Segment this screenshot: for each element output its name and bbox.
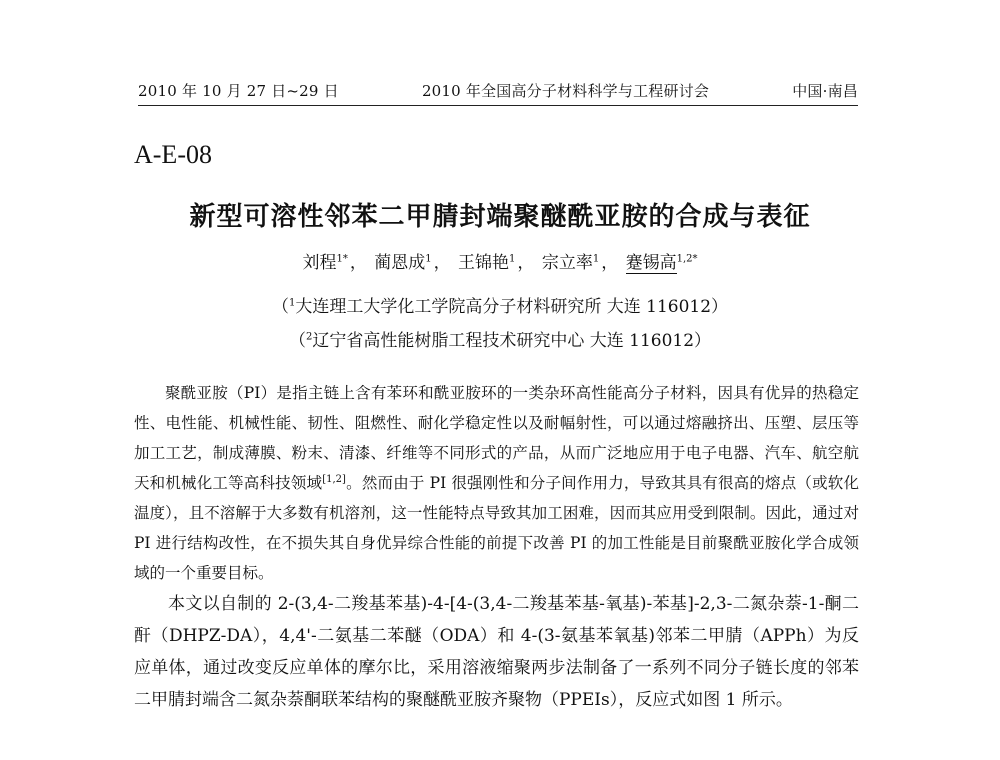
author-affiliation-mark: 1* bbox=[336, 253, 348, 265]
author-affiliation-mark: 1 bbox=[509, 253, 516, 265]
author-name: 王锦艳 bbox=[458, 253, 510, 273]
paper-title: 新型可溶性邻苯二甲腈封端聚醚酰亚胺的合成与表征 bbox=[189, 202, 811, 232]
author-affiliation-mark: 1,2* bbox=[676, 253, 698, 265]
header-date: 2010 年 10 月 27 日~29 日 bbox=[138, 82, 339, 100]
affiliation-text: 大连理工大学化工学院高分子材料研究所 大连 116012） bbox=[295, 297, 729, 317]
author-name: 刘程 bbox=[302, 253, 337, 273]
paragraph-text: 聚酰亚胺（PI）是指主链上含有苯环和酰亚胺环的一类杂环高性能高分子材料，因具有优异的热稳定性、电性能、机械性能、韧性、阻燃性、耐化学稳定性以及耐幅射性，可以通过熔融挤出、压塑、层压等加工工艺，制成薄膜、粉末、清漆、纤维等不同形式的产品，从而广泛地应用于电子电器、汽车、航空航天和机械化工等高科技领域 bbox=[134, 384, 859, 492]
paper-code: A-E-08 bbox=[134, 140, 212, 169]
author-separator: ， bbox=[349, 253, 367, 273]
header-conference: 2010 年全国高分子材料科学与工程研讨会 bbox=[421, 82, 710, 100]
affiliation-open-paren: （ bbox=[288, 331, 306, 351]
author-affiliation-mark: 1 bbox=[592, 253, 600, 265]
paragraph-method: 本文以自制的 2-(3,4-二羧基苯基)-4-[4-(3,4-二羧基苯基-氧基)-苯基]-2,3-二氮杂萘-1-酮二酐（DHPZ-DA），4,4'-二氨基二苯醚（ODA）和 4-(3-氨基苯氧基)邻苯二甲腈（APPh）为反应单体，通过改变反应单体的摩尔比，采用溶液缩聚两步法制备了一系列不同分子链长度的邻苯二甲腈封端含二氮杂萘酮联苯结构的聚醚酰亚胺齐聚物（PPEIs），反应式如图 1 所示。 bbox=[134, 594, 859, 710]
affiliation-2 bbox=[0, 326, 1000, 351]
affiliation-text: 辽宁省高性能树脂工程技术研究中心 大连 116012） bbox=[312, 331, 712, 351]
affiliation-open-paren: （ bbox=[271, 297, 289, 317]
author-separator: ， bbox=[517, 253, 535, 273]
author-name: 蔺恩成 bbox=[374, 253, 426, 273]
author-name: 蹇锡高 bbox=[625, 253, 677, 273]
author-affiliation-mark: 1 bbox=[425, 253, 432, 265]
running-header bbox=[138, 80, 858, 106]
affiliation-1 bbox=[0, 292, 1000, 317]
affiliation-mark: 1 bbox=[288, 297, 296, 309]
header-place: 中国·南昌 bbox=[792, 82, 858, 100]
author-separator: ， bbox=[433, 253, 451, 273]
author-separator: ， bbox=[601, 253, 619, 273]
affiliation-mark: 2 bbox=[305, 331, 313, 343]
body-text bbox=[134, 378, 859, 716]
author-list bbox=[0, 248, 1000, 273]
paragraph-text: 。然而由于 PI 很强刚性和分子间作用力，导致其具有很高的熔点（或软化温度），且不溶解于大多数有机溶剂，这一性能特点导致其加工困难，因而其应用受到限制。因此，通过对 PI 进行结构改性，在不损失其自身优异综合性能的前提下改善 PI 的加工性能是目前聚酰亚胺化学合成领域的一个重要目标。 bbox=[134, 474, 859, 582]
author-name: 宗立率 bbox=[541, 253, 593, 273]
citation-ref: [1,2] bbox=[322, 473, 346, 485]
paragraph-introduction bbox=[134, 378, 859, 588]
